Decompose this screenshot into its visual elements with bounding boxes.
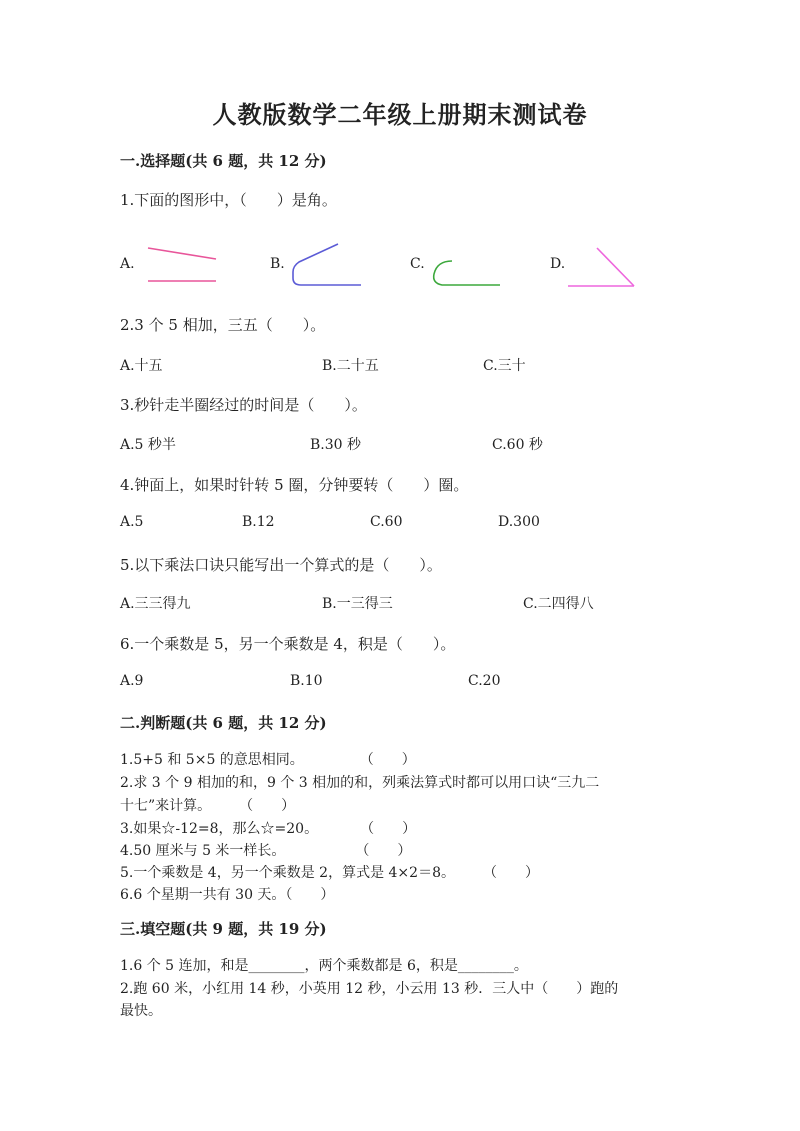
- option-1d: D.: [550, 256, 566, 272]
- option-5a: A.三三得九: [120, 596, 191, 612]
- judge-item-2-cont: 十七”来计算。 （ ）: [120, 798, 296, 814]
- option-3a: A.5 秒半: [120, 437, 176, 453]
- fill-item-1: 1.6 个 5 连加，和是________，两个乘数都是 6，积是________。: [120, 958, 528, 974]
- fill-item-2: 2.跑 60 米，小红用 14 秒，小英用 12 秒，小云用 13 秒．三人中（ ）跑的: [120, 981, 619, 997]
- option-4b: B.12: [242, 514, 275, 530]
- figure-d-angle: [565, 240, 645, 295]
- option-1c: C.: [410, 256, 425, 272]
- figure-a-lines: [140, 240, 230, 290]
- question-2: 2.3 个 5 相加，三五（ ）。: [120, 316, 326, 334]
- judge-item-5: 5.一个乘数是 4，另一个乘数是 2，算式是 4×2＝8。 （ ）: [120, 865, 539, 881]
- section-heading-choice: 一.选择题(共 6 题，共 12 分): [120, 152, 327, 170]
- option-5b: B.一三得三: [322, 596, 393, 612]
- judge-item-2: 2.求 3 个 9 相加的和，9 个 3 相加的和，列乘法算式时都可以用口诀“三九二: [120, 775, 600, 791]
- option-2a: A.十五: [120, 358, 163, 374]
- option-2b: B.二十五: [322, 358, 379, 374]
- option-4c: C.60: [370, 514, 403, 530]
- option-4a: A.5: [120, 514, 144, 530]
- judge-item-3: 3.如果☆-12=8，那么☆=20。 （ ）: [120, 821, 417, 837]
- judge-item-6: 6.6 个星期一共有 30 天。（ ）: [120, 887, 335, 903]
- question-4: 4.钟面上，如果时针转 5 圈，分钟要转（ ）圈。: [120, 476, 469, 494]
- section-heading-fill: 三.填空题(共 9 题，共 19 分): [120, 920, 327, 938]
- question-3: 3.秒针走半圈经过的时间是（ ）。: [120, 396, 367, 414]
- option-1a: A.: [120, 256, 135, 272]
- judge-item-1: 1.5+5 和 5×5 的意思相同。 （ ）: [120, 752, 416, 768]
- section-heading-judgement: 二.判断题(共 6 题，共 12 分): [120, 714, 327, 732]
- fill-item-2-cont: 最快。: [120, 1003, 162, 1019]
- figure-c-arc-line: [425, 250, 515, 295]
- question-1: 1.下面的图形中，（ ）是角。: [120, 191, 337, 209]
- option-3b: B.30 秒: [310, 437, 362, 453]
- question-6: 6.一个乘数是 5，另一个乘数是 4，积是（ ）。: [120, 635, 456, 653]
- option-6c: C.20: [468, 673, 501, 689]
- option-2c: C.三十: [483, 358, 526, 374]
- figure-b-rounded-angle: [285, 238, 375, 293]
- option-3c: C.60 秒: [492, 437, 543, 453]
- option-5c: C.二四得八: [523, 596, 594, 612]
- question-5: 5.以下乘法口诀只能写出一个算式的是（ ）。: [120, 556, 442, 574]
- option-6b: B.10: [290, 673, 323, 689]
- option-1b: B.: [270, 256, 285, 272]
- option-4d: D.300: [498, 514, 540, 530]
- option-6a: A.9: [120, 673, 144, 689]
- page-title: 人教版数学二年级上册期末测试卷: [212, 100, 588, 129]
- judge-item-4: 4.50 厘米与 5 米一样长。 （ ）: [120, 843, 412, 859]
